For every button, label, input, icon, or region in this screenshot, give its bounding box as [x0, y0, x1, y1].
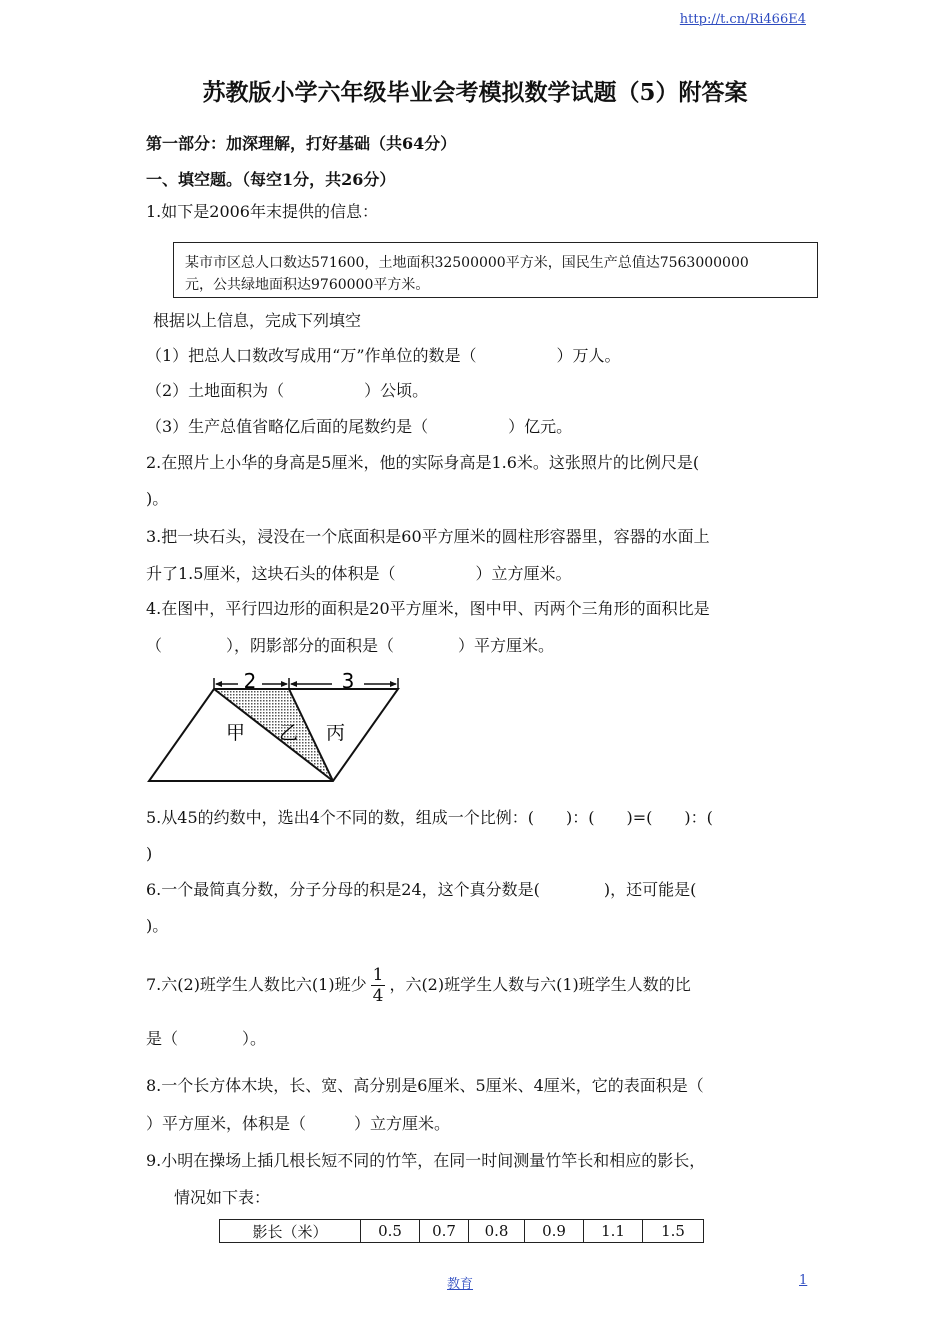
shadow-length-table — [219, 1219, 704, 1243]
q3-line1: 3.把一块石头，浸没在一个底面积是60平方厘米的圆柱形容器里，容器的水面上 — [146, 527, 710, 546]
table-cell: 0.5 — [361, 1220, 420, 1243]
fraction-numerator: 1 — [372, 965, 384, 985]
table-cell: 0.9 — [525, 1220, 584, 1243]
q1-lead: 根据以上信息，完成下列填空 — [153, 311, 362, 330]
section-heading: 一、填空题。（每空1分，共26分） — [146, 170, 396, 189]
q2-line1: 2.在照片上小华的身高是5厘米，他的实际身高是1.6米。这张照片的比例尺是( — [146, 453, 700, 472]
info-box — [173, 242, 818, 298]
q9-line1: 9.小明在操场上插几根长短不同的竹竿，在同一时间测量竹竿长和相应的影长， — [146, 1151, 706, 1170]
q4-line1: 4.在图中，平行四边形的面积是20平方厘米，图中甲、丙两个三角形的面积比是 — [146, 599, 710, 618]
document-title: 苏教版小学六年级毕业会考模拟数学试题（5）附答案 — [202, 79, 748, 106]
q7-prefix: 7.六(2)班学生人数比六(1)班少 — [146, 975, 367, 994]
table-cell: 1.5 — [643, 1220, 704, 1243]
info-box-line1: 某市市区总人口数达571600，土地面积32500000平方米，国民生产总值达7563000000 — [185, 255, 749, 271]
table-cell: 1.1 — [584, 1220, 643, 1243]
q1-sub1: （1）把总人口数改写成用“万”作单位的数是（ ）万人。 — [146, 346, 621, 365]
figure-label-jia: 甲 — [226, 722, 246, 744]
q7-line2: 是（ ）。 — [146, 1029, 267, 1048]
q8-line1: 8.一个长方体木块，长、宽、高分别是6厘米、5厘米、4厘米，它的表面积是（ — [146, 1076, 704, 1095]
q6-line1: 6.一个最简真分数，分子分母的积是24，这个真分数是( )，还可能是( — [146, 880, 697, 899]
fraction-denominator: 4 — [372, 986, 384, 1006]
table-cell: 0.7 — [420, 1220, 469, 1243]
table-cell: 0.8 — [469, 1220, 525, 1243]
q6-line2: )。 — [146, 916, 169, 935]
q3-line2: 升了1.5厘米，这块石头的体积是（ ）立方厘米。 — [146, 564, 572, 583]
q5-line2: ) — [146, 844, 153, 863]
q8-line2: ）平方厘米，体积是（ ）立方厘米。 — [146, 1114, 451, 1133]
info-box-line2: 元，公共绿地面积达9760000平方米。 — [185, 277, 430, 293]
q2-line2: )。 — [146, 489, 169, 508]
fraction-one-quarter — [371, 965, 386, 1006]
q5-line1: 5.从45的约数中，选出4个不同的数，组成一个比例：( )：( )=( )：( — [146, 808, 713, 827]
footer-link[interactable]: 教育 — [447, 1277, 474, 1292]
figure-label-bing: 丙 — [326, 722, 346, 744]
q9-line2: 情况如下表： — [174, 1188, 271, 1207]
q1-sub3: （3）生产总值省略亿后面的尾数约是（ ）亿元。 — [146, 417, 573, 436]
q7-suffix: ，六(2)班学生人数与六(1)班学生人数的比 — [389, 975, 691, 994]
figure-label-3: 3 — [341, 669, 355, 693]
table-header-cell: 影长（米） — [220, 1220, 361, 1243]
part-heading: 第一部分：加深理解，打好基础（共64分） — [146, 134, 457, 153]
q4-line2: （ ），阴影部分的面积是（ ）平方厘米。 — [146, 636, 555, 655]
header-url-link[interactable]: http://t.cn/Ri466E4 — [679, 12, 806, 27]
q1-stem: 1.如下是2006年末提供的信息： — [146, 202, 378, 221]
page-number: 1 — [799, 1273, 808, 1288]
figure-label-2: 2 — [243, 669, 257, 693]
table-row — [220, 1220, 704, 1243]
q7-line1 — [146, 962, 691, 1008]
figure-label-yi: 乙 — [279, 722, 299, 744]
parallelogram-figure — [140, 664, 410, 794]
q1-sub2: （2）土地面积为（ ）公顷。 — [146, 381, 429, 400]
